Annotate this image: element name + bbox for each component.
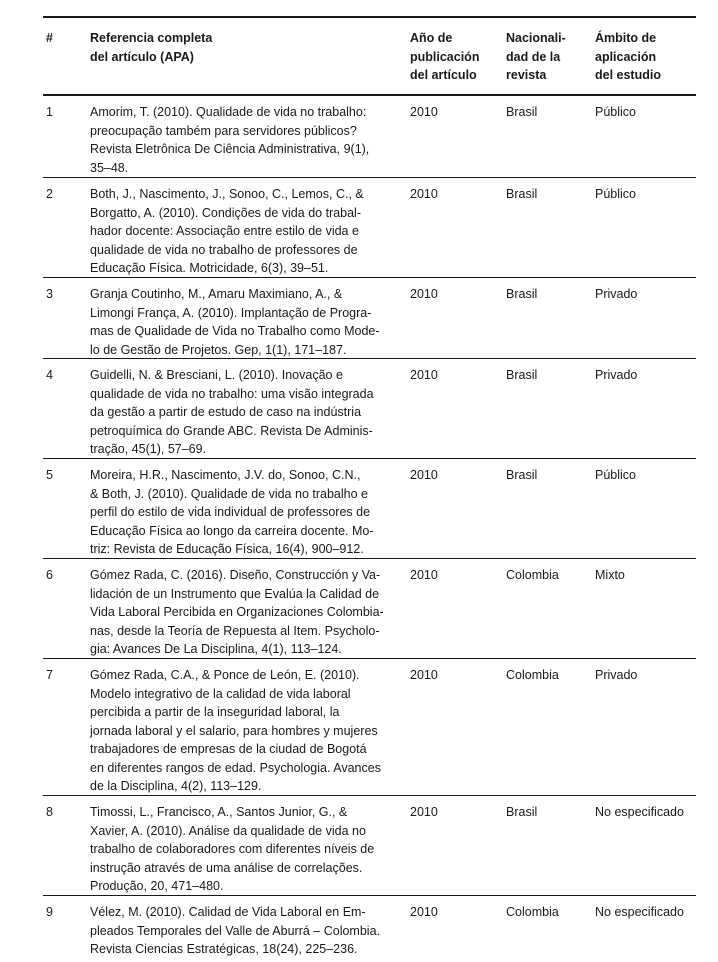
header-scope: Ámbito de aplicación del estudio [595, 31, 661, 82]
row-reference: Moreira, H.R., Nascimento, J.V. do, Sonoo, C.N., & Both, J. (2010). Qualidade de vida no trabalho e perfil do estilo de vida individual de professores de Educação Física ao longo da carreira docente. Mo- triz: Revista de Educação Física, 16(4), 900–912. [90, 468, 374, 556]
row-nationality: Brasil [506, 287, 538, 301]
table-row [43, 796, 696, 896]
row-nationality: Colombia [506, 905, 559, 919]
row-nationality: Colombia [506, 668, 559, 682]
table-row [43, 896, 696, 960]
row-scope: Privado [595, 668, 638, 682]
row-reference: Amorim, T. (2010). Qualidade de vida no trabalho: preocupação também para servidores públicos? Revista Eletrônica De Ciência Administrativa, 9(1), 35–48. [90, 105, 370, 175]
table-row [43, 459, 696, 559]
row-reference: Gómez Rada, C. (2016). Diseño, Construcción y Va- lidación de un Instrumento que Evalúa la Calidad de Vida Laboral Percibida en Organizaciones Colombia- nas, desde la Teoría de Repuesta al Item. Psycholo- gia: Avances De La Disciplina, 4(1), 113–124. [90, 568, 384, 656]
row-number: 1 [46, 105, 53, 119]
row-nationality: Brasil [506, 368, 538, 382]
row-nationality: Brasil [506, 805, 538, 819]
row-scope: Público [595, 187, 636, 201]
row-year: 2010 [410, 468, 438, 482]
header-reference: Referencia completa del artículo (APA) [90, 31, 213, 64]
table-row [43, 659, 696, 796]
row-reference: Timossi, L., Francisco, A., Santos Junior, G., & Xavier, A. (2010). Análise da qualidade de vida no trabalho de colaboradores com diferentes níveis de instrução através de uma análise de correlações. Produção, 20, 471–480. [90, 805, 375, 893]
row-reference: Both, J., Nascimento, J., Sonoo, C., Lemos, C., & Borgatto, A. (2010). Condições de vida do trabal- hador docente: Associação entre estilo de vida e qualidade de vida no trabalho de professores de Educação Física. Motricidade, 6(3), 39–51. [90, 187, 364, 275]
table-row [43, 278, 696, 359]
row-reference: Guidelli, N. & Bresciani, L. (2010). Inovação e qualidade de vida no trabalho: uma visão integrada da gestão a partir de estudo de caso na indústria petroquímica do Grande ABC. Revista De Adminis- tração, 45(1), 57–69. [90, 368, 374, 456]
row-scope: No especificado [595, 805, 684, 819]
row-number: 2 [46, 187, 53, 201]
header-nationality: Nacionali- dad de la revista [506, 31, 566, 82]
row-year: 2010 [410, 905, 438, 919]
row-year: 2010 [410, 187, 438, 201]
table-row [43, 96, 696, 178]
row-scope: No especificado [595, 905, 684, 919]
row-number: 4 [46, 368, 53, 382]
row-nationality: Colombia [506, 568, 559, 582]
row-scope: Público [595, 105, 636, 119]
table-header [43, 18, 696, 96]
row-year: 2010 [410, 668, 438, 682]
row-scope: Público [595, 468, 636, 482]
row-number: 7 [46, 668, 53, 682]
header-number: # [46, 31, 53, 45]
row-year: 2010 [410, 368, 438, 382]
table-row [43, 359, 696, 459]
row-reference: Gómez Rada, C.A., & Ponce de León, E. (2010). Modelo integrativo de la calidad de vida laboral percibida a partir de la inseguridad laboral, la jornada laboral y el salario, para hombres y mujeres trabajadores de empresas de la ciudad de Bogotá en diferentes rangos de edad. Psychologia. Avances de la Disciplina, 4(2), 113–129. [90, 668, 381, 793]
row-number: 8 [46, 805, 53, 819]
table-row [43, 559, 696, 659]
row-number: 3 [46, 287, 53, 301]
row-scope: Privado [595, 368, 638, 382]
row-reference: Vélez, M. (2010). Calidad de Vida Laboral en Em- pleados Temporales del Valle de Aburrá – Colombia. Revista Ciencias Estratégicas, 18(24), 225–236. [90, 905, 380, 956]
articles-table [43, 16, 696, 960]
header-year: Año de publicación del artículo [410, 31, 480, 82]
row-year: 2010 [410, 568, 438, 582]
row-scope: Mixto [595, 568, 625, 582]
row-number: 6 [46, 568, 53, 582]
row-year: 2010 [410, 105, 438, 119]
row-reference: Granja Coutinho, M., Amaru Maximiano, A., & Limongi França, A. (2010). Implantação de Progra- mas de Qualidade de Vida no Trabalho como Mode- lo de Gestão de Projetos. Gep, 1(1), 171–187. [90, 287, 380, 357]
row-nationality: Brasil [506, 105, 538, 119]
row-nationality: Brasil [506, 187, 538, 201]
row-scope: Privado [595, 287, 638, 301]
row-nationality: Brasil [506, 468, 538, 482]
row-year: 2010 [410, 287, 438, 301]
table-row [43, 178, 696, 278]
row-number: 9 [46, 905, 53, 919]
row-number: 5 [46, 468, 53, 482]
row-year: 2010 [410, 805, 438, 819]
